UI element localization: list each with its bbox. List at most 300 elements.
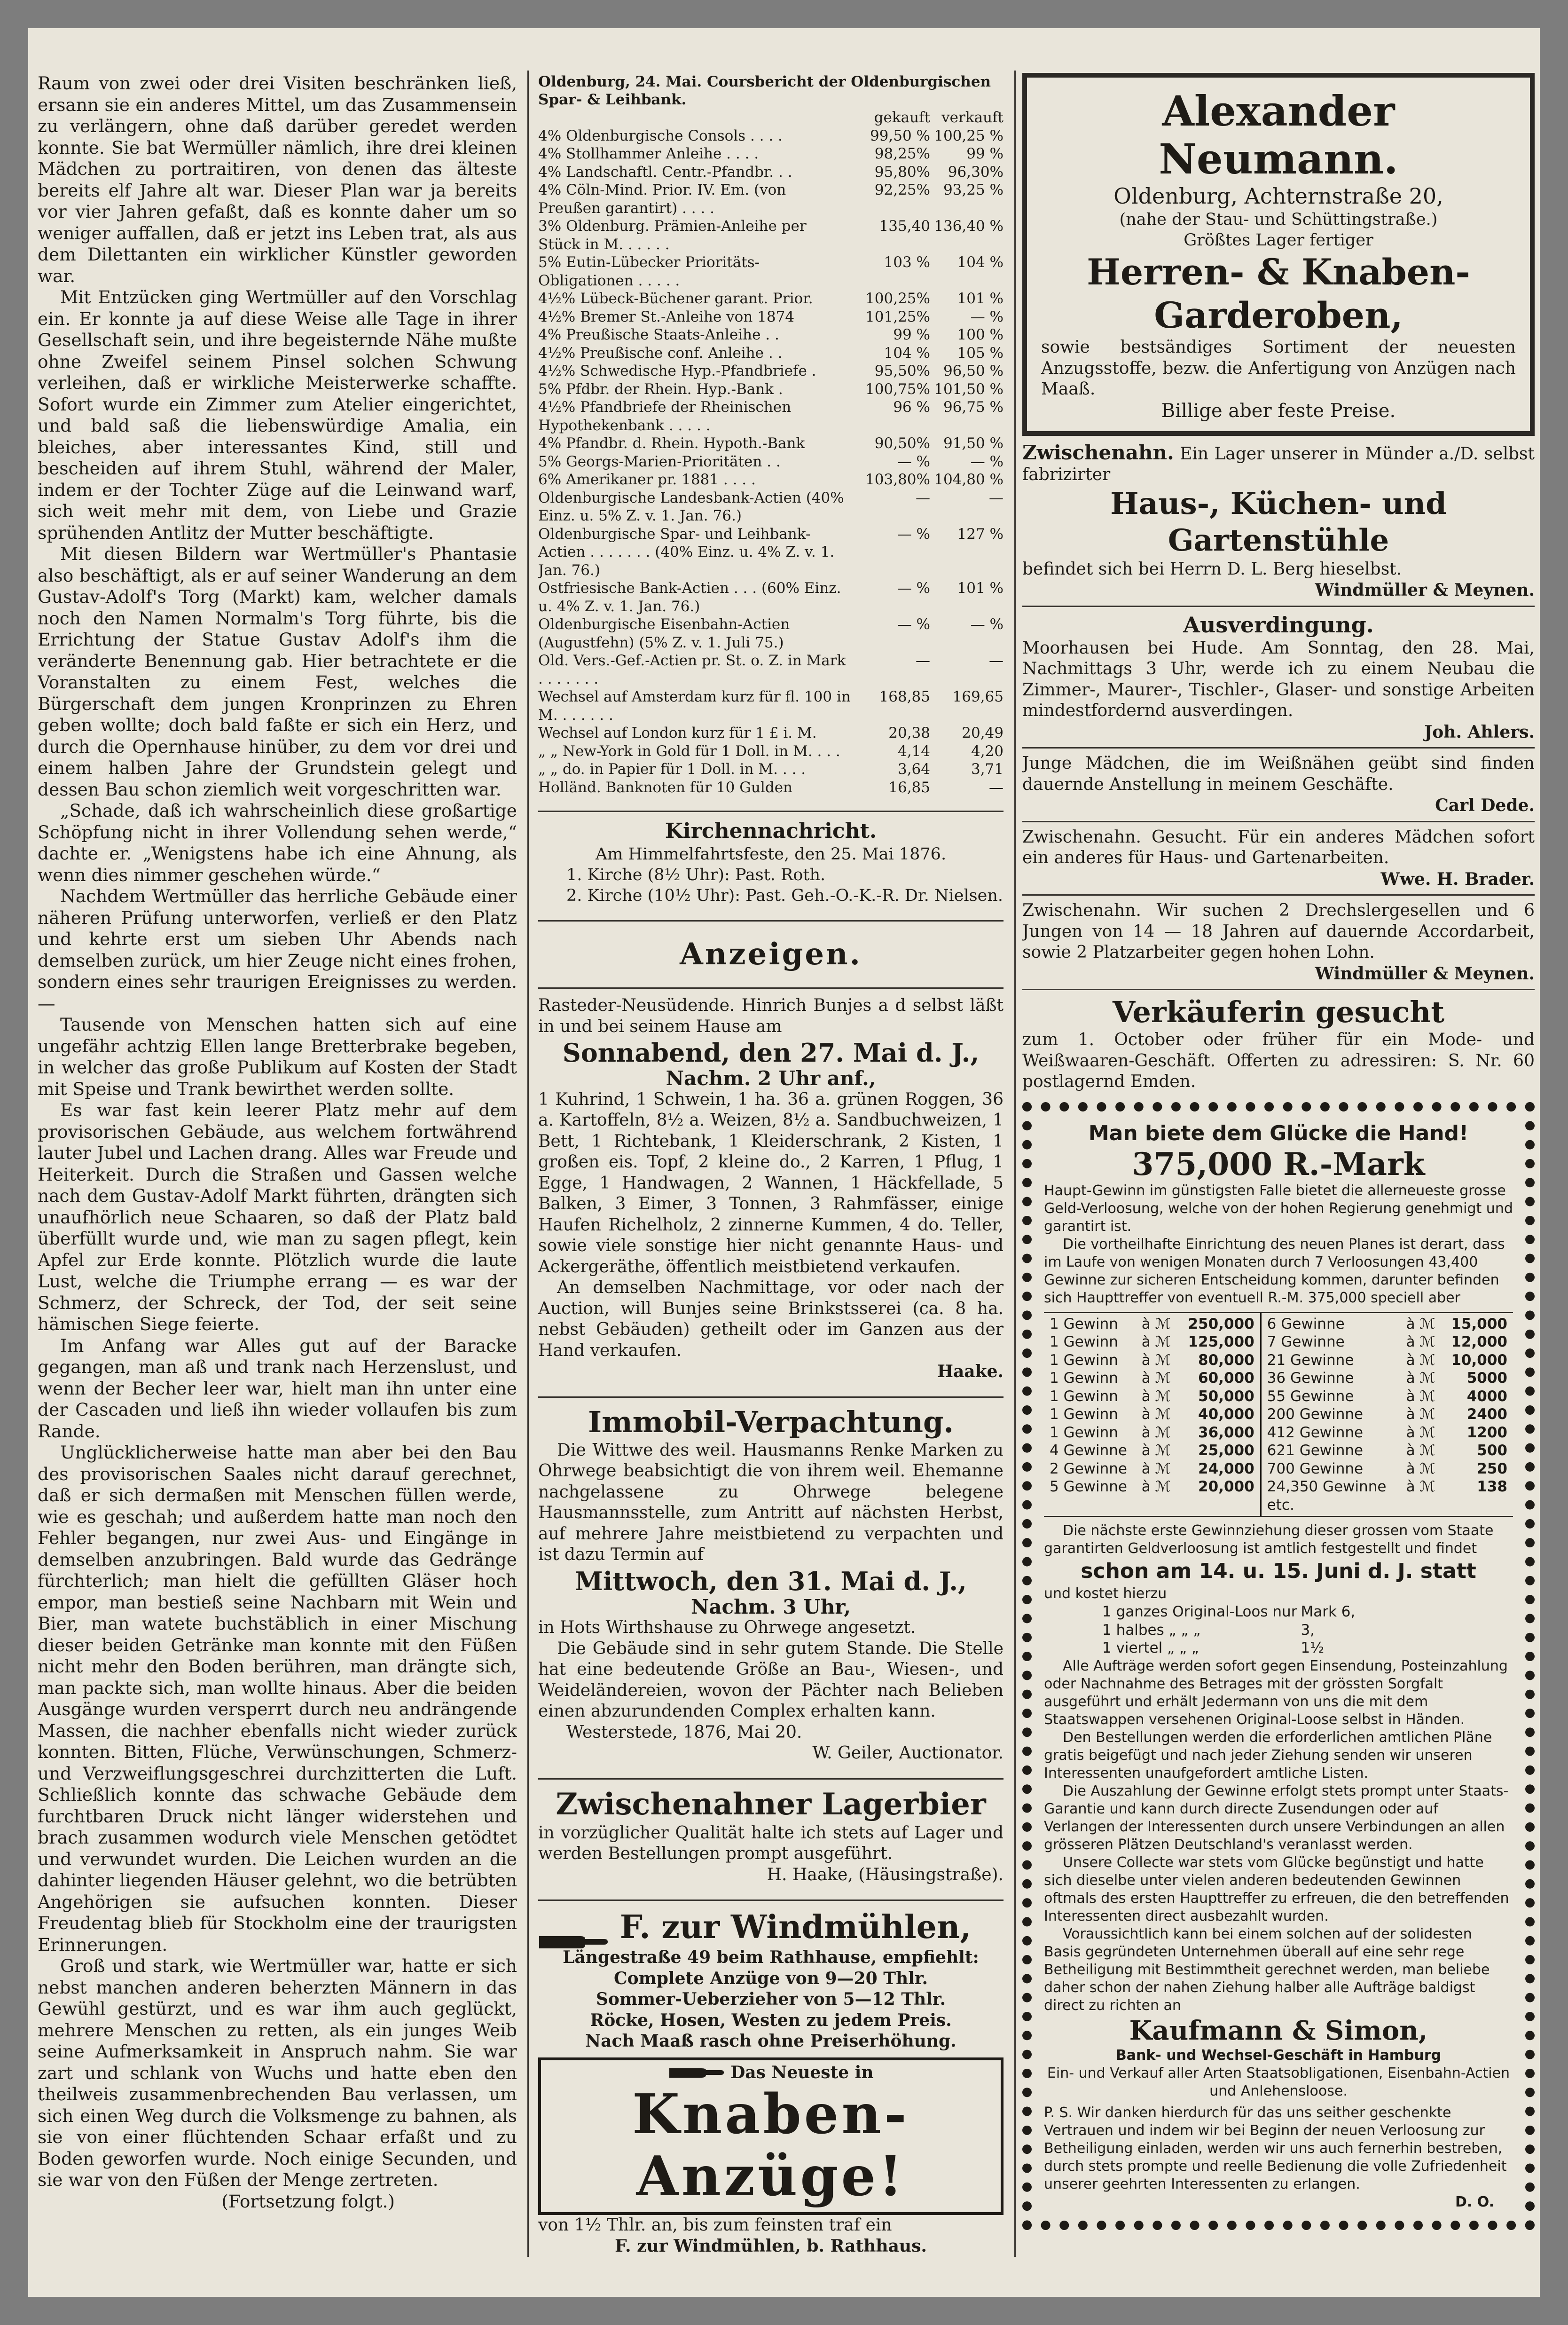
auction-text2: An demselben Nachmittage, vor oder nach der Auction, will Bunjes seine Brinkstsserei (ca. 8 ha. nebst Gebäuden) getheilt oder im Ganzen aus der Hand verkaufen. [538, 1278, 1004, 1360]
exchange-bought: — % [897, 453, 930, 470]
win-row [1048, 1442, 1256, 1460]
win-row [1048, 1333, 1256, 1351]
turners-text: Zwischenahn. Wir suchen 2 Drechslergesellen und 6 Jungen von 14 — 18 Jahren auf dauernde Accordarbeit, sowie 2 Platzarbeiter gegen hohen Lohn. [1022, 901, 1535, 962]
win-cell: à ℳ [1141, 1478, 1171, 1495]
exchange-bought: — % [897, 525, 930, 543]
win-cell: à ℳ [1141, 1406, 1171, 1423]
neumann-address: Oldenburg, Achternstraße 20, [1113, 183, 1443, 209]
lease-place: in Hots Wirthshause zu Ohrwege angesetzt. [538, 1618, 916, 1637]
win-row [1265, 1405, 1509, 1424]
neumann-prices: Billige aber feste Preise. [1161, 400, 1396, 422]
lottery-firm: Kaufmann & Simon, [1129, 2015, 1428, 2046]
exchange-row [538, 724, 1004, 742]
neumann-ad [1022, 73, 1535, 436]
win-cell: 80,000 [1198, 1351, 1254, 1369]
neumann-big: Herren- & Knaben-Garderoben, [1087, 251, 1470, 336]
win-cell: 138 [1477, 1478, 1507, 1495]
exchange-row [538, 471, 1004, 489]
win-cell: 700 Gewinne [1267, 1460, 1364, 1477]
win-row [1048, 1351, 1256, 1370]
exchange-sold: 93,25 % [943, 181, 1004, 198]
exchange-sold: 96,75 % [943, 399, 1004, 416]
beer-text: in vorzüglicher Qualität halte ich stets auf Lager und werden Bestellungen prompt ausgeführt. [538, 1823, 1004, 1863]
divider [538, 811, 1004, 812]
verdingung-sign: Joh. Ahlers. [1424, 722, 1535, 742]
lottery-p2: Die vortheilhafte Einrichtung des neuen Planes ist derart, dass im Laufe von wenigen Monaten durch 7 Verloosungen 43,400 Gewinne zur sicheren Entscheidung kommen, darunter befinden sich Haupttreffer von eventuell R.-M. 375,000 speciell aber [1044, 1236, 1505, 1306]
lottery-p5: Den Bestellungen werden die erforderlichen amtlichen Pläne gratis beigefügt und nach jeder Ziehung senden wir unseren Interessenten unaufgefordert amtliche Listen. [1044, 1729, 1492, 1781]
exchange-sold: 96,50 % [943, 363, 1004, 379]
windmuehlen-foot: von 1½ Thlr. an, bis zum feinsten traf ein [538, 2215, 892, 2235]
lottery-date: schon am 14. u. 15. Juni d. J. statt [1081, 1559, 1476, 1583]
win-cell: 1 Gewinn [1050, 1333, 1118, 1350]
win-row [1048, 1369, 1256, 1387]
divider [538, 920, 1004, 922]
win-cell: à ℳ [1406, 1424, 1435, 1441]
verdingung-title: Ausverdingung. [1183, 612, 1374, 638]
divider [1022, 989, 1535, 990]
exchange-row [538, 217, 1004, 253]
turners-ad [1022, 900, 1535, 984]
win-cell: 20,000 [1198, 1478, 1254, 1495]
win-cell: 1 Gewinn [1050, 1406, 1118, 1423]
auction-time: Nachm. 2 Uhr anf., [666, 1067, 876, 1090]
exchange-row [538, 380, 1004, 399]
win-cell: 1 Gewinn [1050, 1351, 1118, 1369]
col-bought: gekauft [874, 109, 930, 126]
exchange-bought: — [916, 489, 930, 506]
exchange-name: 4% Cöln-Mind. Prior. IV. Em. (von Preußen garantirt) . . . . [538, 181, 786, 217]
exchange-sold: 100,25 % [934, 127, 1004, 144]
exchange-name: 3% Oldenburg. Prämien-Anleihe per Stück in M. . . . . . [538, 218, 807, 253]
lottery-p3: Die nächste erste Gewinnziehung dieser grossen vom Staate garantirten Geldverloosung ist amtlich festgestellt und findet [1044, 1522, 1494, 1557]
price-value: 1½ [1301, 1639, 1325, 1656]
story-paragraph: Im Anfang war Alles gut auf der Baracke gegangen, man aß und trank nach Herzenslust, und wenn der Becher leer war, hielt man ihn unter eine der Cascaden und ließ ihn wieder vollaufen bis zum Rande. [38, 1335, 517, 1442]
girls-ad [1022, 753, 1535, 816]
exchange-name: Oldenburgische Spar- und Leihbank-Actien . . . . . . . (40% Einz. u. 4% Z. v. 1. Jan. 76.) [538, 525, 835, 579]
lottery-p4: Alle Aufträge werden sofort gegen Einsendung, Posteinzahlung oder Nachnahme des Betrages mit der grössten Sorgfalt ausgeführt und erhält Jedermann von uns die mit dem Staatswappen versehenen Original-Loose selbst in Händen. [1044, 1657, 1508, 1728]
exchange-sold: 100 % [957, 326, 1004, 343]
windmuehlen-line: Complete Anzüge von 9—20 Thlr. [613, 1968, 928, 1988]
divider [538, 1778, 1004, 1780]
story-paragraph: Tausende von Menschen hatten sich auf eine ungefähr achtzig Ellen lange Bretterbrake begeben, in welcher das große Publikum auf Kosten der Stadt mit Speise und Trank bewirthet werden sollte. [38, 1014, 517, 1099]
win-cell: 55 Gewinne [1267, 1387, 1354, 1405]
exchange-row [538, 290, 1004, 308]
auction-ad [538, 995, 1004, 1382]
exchange-name: 4% Stollhammer Anleihe . . . . [538, 145, 759, 162]
win-cell: 6 Gewinne [1267, 1315, 1345, 1332]
neumann-text: sowie bestsändiges Sortiment der neuesten Anzugsstoffe, bezw. die Anfertigung von Anzügen nach Maaß. [1041, 338, 1516, 399]
exchange-name: Oldenburgische Landesbank-Actien (40% Einz. u. 5% Z. v. 1. Jan. 76.) [538, 489, 844, 524]
win-cell: à ℳ [1141, 1460, 1171, 1477]
exchange-sold: 99 % [966, 145, 1004, 162]
exchange-row [538, 362, 1004, 380]
exchange-sold: 101,50 % [934, 380, 1004, 398]
win-cell: à ℳ [1406, 1442, 1435, 1459]
exchange-row [538, 453, 1004, 471]
win-cell: 40,000 [1198, 1406, 1254, 1423]
chairs-ad [1022, 442, 1535, 601]
win-row [1265, 1442, 1509, 1460]
exchange-name: Wechsel auf London kurz für 1 £ i. M. [538, 725, 817, 741]
exchange-row [538, 344, 1004, 363]
lottery-firm-sub: Bank- und Wechsel-Geschäft in Hamburg [1115, 2047, 1442, 2064]
win-cell: etc. [1267, 1496, 1294, 1513]
lottery-p8: Voraussichtlich kann bei einem solchen auf der solidesten Basis gegründeten Unternehmen überall auf eine sehr rege Betheiligung mit Bestimmtheit gerechnet werden, man beliebe daher schon der nahen Ziehung halber alle Aufträge baldigst direct zu richten an [1044, 1925, 1490, 2014]
exchange-sold: 3,71 [971, 761, 1004, 778]
win-cell: 5 Gewinne [1050, 1478, 1128, 1495]
divider [538, 1396, 1004, 1398]
lease-title: Immobil-Verpachtung. [588, 1404, 954, 1439]
lease-ad [538, 1404, 1004, 1764]
win-cell: à ℳ [1406, 1387, 1435, 1405]
exchange-bought: 100,25% [865, 290, 930, 307]
lottery-p6: Die Auszahlung der Gewinne erfolgt stets prompt unter Staats-Garantie und kann durch directe Zusendungen oder auf Verlangen der Interessenten durch unsere Verbindungen an allen grösseren Plätzen Deutschland's veranlasst werden. [1044, 1782, 1509, 1853]
exchange-sold: 4,20 [971, 742, 1004, 760]
win-cell: à ℳ [1141, 1315, 1171, 1332]
exchange-name: Ostfriesische Bank-Actien . . . (60% Einz. u. 4% Z. v. 1. Jan. 76.) [538, 580, 841, 615]
win-cell: 60,000 [1198, 1370, 1254, 1387]
story-paragraph: Groß und stark, wie Wertmüller war, hatte er sich nebst manchen anderen beherzten Männern in das Gewühl gestürzt, und es war ihm auch geglückt, mehrere Menschen zu retten, als ein junges Weib seine Aufmerksamkeit in Anspruch nahm. Sie war zart und schlank von Wuchs und hatte eben den theilweis zusammenbrechenden Bau verlassen, um sich einen Weg durch die Volksmenge zu bahnen, als sie von einer flüchtenden Schaar erfaßt und zu Boden geworfen wurde. Noch einige Secunden, und sie war von den Füßen der Menge zertreten. [38, 1955, 517, 2190]
auction-intro: Rasteder-Neusüdende. Hinrich Bunjes a d selbst läßt in und bei seinem Hause am [538, 996, 1004, 1036]
exchange-name: 4½% Pfandbriefe der Rheinischen Hypothekenbank . . . . . [538, 399, 792, 434]
knaben-big: Knaben-Anzüge! [632, 2082, 909, 2208]
win-cell: 125,000 [1188, 1333, 1254, 1350]
win-row [1048, 1424, 1256, 1442]
right-column [1022, 73, 1535, 2254]
exchange-row [538, 760, 1004, 779]
lease-date: Mittwoch, den 31. Mai d. J., [575, 1566, 967, 1596]
exchange-row [538, 489, 1004, 525]
win-cell: 36 Gewinne [1267, 1370, 1354, 1387]
exchange-bought: — [916, 652, 930, 669]
win-cell: à ℳ [1406, 1351, 1435, 1369]
divider [1022, 747, 1535, 749]
lease-time: Nachm. 3 Uhr, [690, 1595, 851, 1618]
win-cell: 12,000 [1451, 1333, 1507, 1350]
win-cell: 1 Gewinn [1050, 1424, 1118, 1441]
win-cell: à ℳ [1406, 1460, 1435, 1477]
continued-note: (Fortsetzung folgt.) [221, 2191, 395, 2212]
brader-text: Zwischenahn. Gesucht. Für ein anderes Mädchen sofort ein anderes für Haus- und Gartenarbeiten. [1022, 827, 1535, 867]
exchange-row [538, 253, 1004, 290]
middle-column [538, 73, 1004, 2254]
lottery-p1: Haupt-Gewinn im günstigsten Falle bietet die allerneueste grosse Geld-Verloosung, welche von der hohen Regierung genehmigt und garantirt ist. [1044, 1182, 1513, 1235]
price-item: 1 ganzes Original-Loos nur [1102, 1603, 1297, 1620]
story-text [38, 73, 517, 2191]
wins-left [1048, 1315, 1256, 1496]
exchange-bought: 3,64 [897, 761, 930, 778]
win-cell: 24,350 Gewinne [1267, 1478, 1387, 1495]
exchange-name: 4½% Bremer St.-Anleihe von 1874 [538, 308, 795, 325]
divider [538, 1899, 1004, 1901]
price-value: 3, [1301, 1621, 1315, 1639]
divider [538, 987, 1004, 989]
win-cell: à ℳ [1406, 1478, 1435, 1495]
win-cell: à ℳ [1141, 1370, 1171, 1387]
exchange-sold: 91,50 % [943, 435, 1004, 452]
exchange-sold: — [989, 779, 1004, 796]
windmuehlen-title [538, 1907, 1004, 1947]
exchange-sold: 105 % [957, 344, 1004, 362]
story-paragraph: Es war fast kein leerer Platz mehr auf dem provisorischen Gebäude, aus welchem fortwährend lauter Jubel und Lachen drang. Alles war Freude und Heiterkeit. Durch die Straßen und Gassen welche nach dem Gustav-Adolf Markt führten, drängten sich unaufhörlich neue Schaaren, so daß der Platz bald überfüllt wurde und, wie man zu sagen pflegt, kein Apfel zur Erde konnte. Plötzlich wurde die laute Lust, welche die Triumphe errang — es war der Schmerz, der Schreck, der Tod, der seit seine hämischen Siege feierte. [38, 1100, 517, 1334]
sales-text: zum 1. October oder früher für ein Mode- und Weißwaaren-Geschäft. Offerten zu adressiren: S. Nr. 60 postlagernd Emden. [1022, 1030, 1535, 1091]
exchange-bought: 100,75% [865, 380, 930, 398]
exchange-bought: 135,40 [879, 218, 930, 235]
lottery-firm-sub2: Ein- und Verkauf aller Arten Staatsobligationen, Eisenbahn-Actien und Anlehensloose. [1047, 2065, 1510, 2099]
win-cell: à ℳ [1406, 1333, 1435, 1350]
auction-text: 1 Kuhrind, 1 Schwein, 1 ha. 36 a. grünen Roggen, 36 a. Kartoffeln, 8½ a. Weizen, 8½ a. Sandbuchweizen, 1 Bett, 1 Richtebank, 1 Kleiderschrank, 2 Kisten, 1 großen eis. Topf, 2 kleine do., 2 Karren, 1 Pflug, 1 Egge, 1 Handwagen, 2 Wannen, 1 Häckfellade, 5 Balken, 3 Eimer, 3 Tonnen, 3 Rahmfässer, einige Haufen Richelholz, 2 zinnerne Kummen, 4 do. Teller, sowie viele sonstige hier nicht genannte Haus- und Ackergeräthe, öffentlich meistbietend verkaufen. [538, 1089, 1004, 1277]
exchange-sold: — % [970, 616, 1004, 633]
exchange-name: 4% Landschaftl. Centr.-Pfandbr. . . [538, 163, 792, 181]
chairs-text: Ein Lager unserer in Münder a./D. selbst fabrizirter [1022, 444, 1535, 484]
win-row [1048, 1387, 1256, 1406]
exchange-bought: 103,80% [865, 471, 930, 488]
exchange-sold: 101 % [957, 580, 1004, 597]
exchange-name: 4% Preußische Staats-Anleihe . . [538, 326, 779, 343]
exchange-sold: — % [970, 308, 1004, 325]
win-cell: à ℳ [1406, 1406, 1435, 1423]
newspaper-page [28, 28, 1540, 2297]
exchange-name: 5% Pfdbr. der Rhein. Hyp.-Bank . [538, 380, 783, 398]
exchange-name: 4½% Schwedische Hyp.-Pfandbriefe . [538, 363, 816, 379]
exchange-name: „ „ do. in Papier für 1 Doll. in M. . . . [538, 761, 806, 778]
win-cell: 1 Gewinn [1050, 1387, 1118, 1405]
church-line: 1. Kirche (8½ Uhr): Past. Roth. [566, 866, 826, 884]
chairs-sign: Windmüller & Meynen. [1315, 580, 1535, 600]
exchange-name: 4% Oldenburgische Consols . . . . [538, 127, 783, 144]
price-table [1100, 1603, 1357, 1657]
exchange-bought: — % [897, 616, 930, 633]
neumann-name: Alexander Neumann. [1159, 87, 1398, 183]
exchange-bought: 95,80% [874, 163, 930, 181]
exchange-bought: 104 % [884, 344, 930, 362]
exchange-row [538, 652, 1004, 688]
brader-ad [1022, 827, 1535, 890]
win-cell: 21 Gewinne [1267, 1351, 1354, 1369]
exchange-table [538, 109, 1004, 796]
story-paragraph: Mit diesen Bildern war Wertmüller's Phantasie also beschäftigt, als er auf seiner Wanderung an dem Gustav-Adolf's Torg (Markt) kam, welcher damals noch den Namen Normalm's Torg führte, bis die Errichtung der Statue Gustav Adolf's ihm die veränderte Benennung gab. Hier betrachtete er die Voranstalten zu einem Fest, welches die Bürgerschaft dem jungen Kronprinzen zu Ehren geben wollte; doch bald faßte er sich ein Herz, und durch die Opernhause hinüber, zu dem vor drei und einem halben Jahre der Grundstein gelegt und dessen Bau schon ziemlich weit vorgeschritten war. [38, 544, 517, 800]
lottery-headline: Man biete dem Glücke die Hand! [1088, 1121, 1469, 1145]
exchange-name: 4½% Lübeck-Büchener garant. Prior. [538, 290, 813, 307]
win-cell: 4 Gewinne [1050, 1442, 1128, 1459]
win-cell: 1 Gewinn [1050, 1315, 1118, 1332]
windmuehlen-line: Röcke, Hosen, Westen zu jedem Preis. [590, 2010, 952, 2030]
win-cell: 50,000 [1198, 1387, 1254, 1405]
exchange-row [538, 398, 1004, 434]
price-value: Mark 6, [1301, 1603, 1356, 1620]
story-paragraph: „Schade, daß ich wahrscheinlich diese großartige Schöpfung nicht in ihrer Vollendung sehen werde,“ dachte er. „Wenigstens habe ich eine Ahnung, als wenn dies nimmer geschehen würde.“ [38, 800, 517, 885]
exchange-row [538, 615, 1004, 652]
win-cell: à ℳ [1141, 1442, 1171, 1459]
exchange-name: Oldenburgische Eisenbahn-Actien (Augustfehn) (5% Z. v. 1. Juli 75.) [538, 616, 790, 651]
win-cell: 10,000 [1451, 1351, 1507, 1369]
exchange-name: Old. Vers.-Gef.-Actien pr. St. o. Z. in Mark . . . . . . . [538, 652, 846, 687]
win-row [1265, 1424, 1509, 1442]
win-cell: à ℳ [1141, 1387, 1171, 1405]
exchange-row [538, 434, 1004, 453]
exchange-name: 4% Pfandbr. d. Rhein. Hypoth.-Bank [538, 435, 805, 452]
divider [1022, 821, 1535, 822]
sales-title: Verkäuferin gesucht [1113, 995, 1444, 1029]
win-row [1048, 1315, 1256, 1333]
exchange-name: „ „ New-York in Gold für 1 Doll. in M. . . . [538, 742, 840, 760]
win-cell: 412 Gewinne [1267, 1424, 1364, 1441]
exchange-sold: — % [970, 453, 1004, 470]
exchange-row [538, 742, 1004, 761]
exchange-sold: — [989, 489, 1004, 506]
exchange-sold: — [989, 652, 1004, 669]
exchange-name: 5% Georgs-Marien-Prioritäten . . [538, 453, 781, 470]
win-cell: 4000 [1466, 1387, 1507, 1405]
exchange-bought: 99,50 % [870, 127, 930, 144]
exchange-bought: — % [897, 580, 930, 597]
exchange-bought: 92,25% [874, 181, 930, 198]
win-cell: à ℳ [1141, 1351, 1171, 1369]
story-paragraph: Nachdem Wertmüller das herrliche Gebäude einer näheren Prüfung unterworfen, verließ er den Platz und kehrte erst um sieben Uhr Abends nach demselben zurück, um hier Zeuge nicht eines frohen, sondern eines sehr traurigen Ereignisses zu werden. — [38, 886, 517, 1014]
win-row [1265, 1315, 1509, 1333]
win-row [1265, 1333, 1509, 1351]
win-cell: 24,000 [1198, 1460, 1254, 1477]
windmuehlen-address: Längestraße 49 beim Rathhause, empfiehlt: [563, 1947, 979, 1967]
exchange-bought: 90,50% [874, 435, 930, 452]
story-paragraph: Mit Entzücken ging Wertmüller auf den Vorschlag ein. Er konnte ja auf diese Weise alle Tage in ihrer Gesellschaft sein, und ihre begeisternde Nähe mußte ohne Zweifel seinem Pinsel solchen Schwung verleihen, daß er wirkliche Meisterwerke schaffte. Sofort wurde ein Zimmer zum Atelier eingerichtet, und bald saß die liebenswürdige Amalia, ein bleiches, aber interessantes Kind, still und bescheiden auf ihrem Stuhl, während der Maler, indem er der Tochter Züge auf die Leinwand warf, sich weit mehr mit dem, von Liebe und Grazie sprühenden Antlitz der Mutter beschäftigte. [38, 287, 517, 543]
win-row [1048, 1405, 1256, 1424]
exchange-name: Wechsel auf Amsterdam kurz für fl. 100 in M. . . . . . . [538, 688, 851, 724]
exchange-sold: 96,30% [948, 163, 1004, 181]
lease-sign: W. Geiler, Auctionator. [812, 1743, 1004, 1763]
church-line: 2. Kirche (10½ Uhr): Past. Geh.-O.-K.-R. Dr. Nielsen. [566, 886, 1004, 905]
exchange-bought: 96 % [893, 399, 930, 416]
exchange-name: 5% Eutin-Lübecker Prioritäts-Obligationen . . . . . [538, 254, 760, 289]
price-item: 1 halbes „ „ „ [1102, 1621, 1201, 1639]
windmuehlen-line: Sommer-Ueberzieher von 5—12 Thlr. [596, 1989, 946, 2009]
exchange-name: 6% Amerikaner pr. 1881 . . . . [538, 471, 756, 488]
church-title: Kirchennachricht. [665, 819, 877, 843]
lease-text: Die Wittwe des weil. Hausmanns Renke Marken zu Ohrwege beabsichtigt die von ihrem weil. Ehemanne nachgelassene zu Ohrwege belegene Hausmannsstelle, zum Antritt auf nächsten Herbst, auf mehrere Jahre meistbietend zu verpachten und ist dazu Termin auf [538, 1440, 1004, 1564]
sales-ad [1022, 995, 1535, 1093]
win-row [1265, 1478, 1509, 1496]
win-row [1265, 1351, 1509, 1370]
knaben-box [538, 2057, 1004, 2215]
beer-ad [538, 1786, 1004, 1886]
exchange-sold: 20,49 [962, 725, 1004, 741]
exchange-sold: 136,40 % [934, 218, 1004, 235]
exchange-row [538, 308, 1004, 326]
verdingung-text: Moorhausen bei Hude. Am Sonntag, den 28. Mai, Nachmittags 3 Uhr, werde ich zu einem Neubau die Zimmer-, Maurer-, Tischler-, Glaser- und sonstige Arbeiten mindestfordernd ausverdingen. [1022, 638, 1535, 720]
exchange-header: Oldenburg, 24. Mai. Coursbericht der Oldenburgischen Spar- & Leihbank. [538, 73, 991, 108]
exchange-bought: 101,25% [865, 308, 930, 325]
exchange-name: 4½% Preußische conf. Anleihe . . [538, 344, 783, 362]
win-cell [1442, 1496, 1509, 1514]
lottery-ps: P. S. Wir danken hierdurch für das uns seither geschenkte Vertrauen und indem wir bei Beginn der neuen Verloosung zur Betheiligung einladen, werden wir uns auch fernerhin bestreben, durch stets prompte und reelle Bedienung die volle Zufriedenheit unserer geehrten Interessenten zu erlangen. [1044, 2104, 1507, 2192]
exchange-bought: 95,50% [874, 363, 930, 379]
story-column [38, 73, 517, 2254]
lottery-p7: Unsere Collecte war stets vom Glücke begünstigt und hatte sich dieselbe unter vielen anderen bedeutenden Gewinnen oftmals des ersten Haupttreffer zu erfreuen, die den betreffenden Interessenten direct ausbezahlt wurden. [1044, 1854, 1509, 1924]
exchange-row [538, 579, 1004, 615]
win-cell: 500 [1477, 1442, 1507, 1459]
exchange-bought: 168,85 [879, 688, 930, 705]
neueste-label: Das Neueste in [546, 2062, 996, 2083]
win-cell: 2400 [1466, 1406, 1507, 1423]
exchange-row [538, 145, 1004, 163]
win-cell: 250,000 [1188, 1315, 1254, 1332]
win-row [1265, 1369, 1509, 1387]
beer-title: Zwischenahner Lagerbier [556, 1786, 986, 1822]
brader-sign: Wwe. H. Brader. [1380, 869, 1535, 889]
exchange-sold: 127 % [957, 525, 1004, 543]
chairs-big: Haus-, Küchen- und Gartenstühle [1110, 486, 1447, 558]
column-rule [527, 71, 529, 2257]
ads-title: Anzeigen. [680, 937, 862, 972]
exchange-bought: 99 % [893, 326, 930, 343]
neumann-near: (nahe der Stau- und Schüttingstraße.) [1119, 210, 1438, 229]
lease-text2: Die Gebäude sind in sehr gutem Stande. Die Stelle hat eine bedeutende Größe an Bau-, Wiesen-, und Weideländereien, wovon der Pächter nach Belieben einen abzurundenden Complex erhalten kann. [538, 1639, 1004, 1721]
win-cell: 621 Gewinne [1267, 1442, 1364, 1459]
exchange-head-row [538, 109, 1004, 127]
story-paragraph: Unglücklicherweise hatte man aber bei den Bau des provisorischen Saales nicht darauf gerechnet, daß er sich dermaßen mit Menschen füllen werde, wie es geschah; und außerdem hatte man noch den Fehler begangen, nur zwei Aus- und Eingänge in demselben anzubringen. Bald wurde das Gedränge fürchterlich; man hielt die gefüllten Gläser hoch empor, man bestieß seine Nachbarn mit Wein und Bier, man watete buchstäblich in einer Mischung dieser beiden Getränke man konnte mit den Füßen nicht mehr den Boden berühren, man drängte sich, man packte sich, man wollte hinaus. Aber die beiden Ausgänge wurden versperrt durch neu andrängende Massen, die nachher ebenfalls nicht wieder zurück konnten. Bitten, Flüche, Verwünschungen, Schmerz- und Verzweiflungsgeschrei durchzitterten die Luft. Schließlich konnte das schwache Gebäude dem furchtbaren Druck nicht länger widerstehen und brach zusammen wodurch viele Menschen getödtet und verwundet wurden. Die Leichen wurden an die dahinter liegenden Häuser gelehnt, wo die betrübten Angehörigen sie aufsuchen konnten. Dieser Freudentag blieb für Stockholm eine der traurigsten Erinnerungen. [38, 1442, 517, 1955]
pointing-hand-icon [538, 1921, 609, 1939]
exchange-bought: 16,85 [888, 779, 930, 796]
win-row [1048, 1478, 1256, 1496]
exchange-bought: 103 % [884, 254, 930, 271]
exchange-row [538, 163, 1004, 181]
win-row [1265, 1496, 1509, 1514]
exchange-row [538, 127, 1004, 145]
windmuehlen-ad [538, 1907, 1004, 2254]
exchange-sold: 104 % [957, 254, 1004, 271]
chairs-lead: Zwischenahn. [1022, 441, 1174, 464]
win-cell: à ℳ [1406, 1370, 1435, 1387]
chairs-text2: befindet sich bei Herrn D. L. Berg hieselbst. [1022, 559, 1402, 579]
win-cell: 7 Gewinne [1267, 1333, 1345, 1350]
verdingung-ad [1022, 612, 1535, 743]
win-cell: 250 [1477, 1460, 1507, 1477]
lottery-amount: 375,000 R.-Mark [1132, 1145, 1425, 1182]
win-cell: 1 Gewinn [1050, 1370, 1118, 1387]
exchange-row [538, 181, 1004, 217]
exchange-sold: 101 % [957, 290, 1004, 307]
girls-sign: Carl Dede. [1435, 796, 1535, 815]
windmuehlen-name: F. zur Windmühlen, [619, 1908, 972, 1946]
column-rule [1014, 71, 1016, 2257]
church-notice [538, 844, 1004, 906]
beer-sign: H. Haake, (Häusingstraße). [767, 1865, 1004, 1884]
win-row [1265, 1387, 1509, 1406]
wins-table [1044, 1312, 1513, 1518]
windmuehlen-line: Nach Maaß rasch ohne Preiserhöhung. [585, 2031, 956, 2051]
girls-text: Junge Mädchen, die im Weißnähen geübt sind finden dauernde Anstellung in meinem Geschäfte. [1022, 754, 1535, 794]
turners-sign: Windmüller & Meynen. [1315, 963, 1535, 984]
win-cell: 36,000 [1198, 1424, 1254, 1441]
col-sold: verkauft [941, 109, 1004, 126]
win-cell [1404, 1496, 1442, 1514]
win-row [1048, 1460, 1256, 1478]
win-cell: à ℳ [1141, 1424, 1171, 1441]
win-cell: 200 Gewinne [1267, 1406, 1364, 1423]
auction-sign: Haake. [937, 1362, 1004, 1381]
exchange-row [538, 525, 1004, 580]
win-cell: 5000 [1466, 1370, 1507, 1387]
story-paragraph: Raum von zwei oder drei Visiten beschränken ließ, ersann sie ein anderes Mittel, um das Zusammensein zu verlängern, ohne daß darüber geredet werden konnte. Sie bat Wermüller nämlich, ihre drei kleinen Mädchen zu portraitiren, von denen das älteste bereits elf Jahre alt war. Dieser Plan war ja bereits vor vier Jahren gefaßt, daß es konnte daher um so weniger auffallen, daß er jetzt ins Leben trat, als aus dem Dilettanten ein wirklicher Künstler geworden war. [38, 73, 517, 286]
win-cell: 1200 [1466, 1424, 1507, 1441]
exchange-row [538, 779, 1004, 797]
lottery-ad [1022, 1102, 1535, 2230]
win-cell: à ℳ [1141, 1333, 1171, 1350]
win-row [1265, 1460, 1509, 1478]
win-cell: 2 Gewinne [1050, 1460, 1128, 1477]
auction-date: Sonnabend, den 27. Mai d. J., [562, 1038, 980, 1068]
windmuehlen-foot: F. zur Windmühlen, b. Rathhaus. [615, 2236, 927, 2254]
